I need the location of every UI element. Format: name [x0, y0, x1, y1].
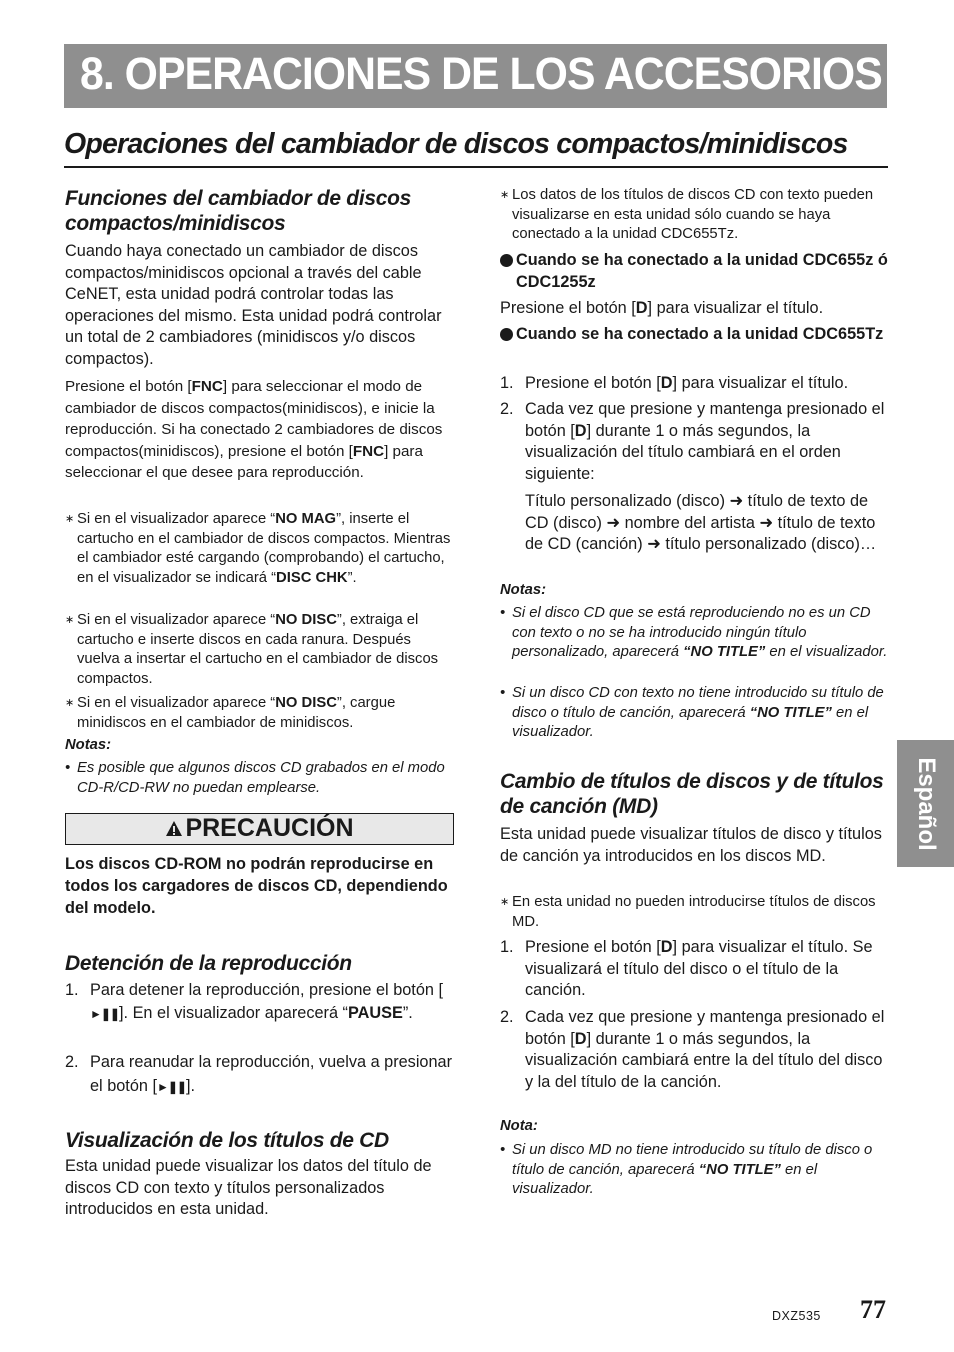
notes-label: Notas:: [500, 582, 547, 598]
play-pause-icon: ►❚❚: [90, 1007, 119, 1021]
md-step-2: 2. Cada vez que presione y mantenga presionado el botón [D] durante 1 o más segundos, la visualización cambiará entre la del título del disco y la del título de la canción.: [500, 1008, 885, 1091]
asterisk-icon: ∗: [65, 697, 75, 709]
page-number: 77: [860, 1295, 886, 1324]
heading-md-titles: Cambio de títulos de discos y de títulos de canción (MD): [500, 770, 884, 818]
language-tab: [897, 740, 954, 867]
bullet-icon: •: [65, 760, 71, 776]
asterisk-icon: ∗: [65, 614, 75, 626]
asterisk-icon: ∗: [65, 513, 75, 525]
chapter-title-bar: [64, 44, 887, 108]
play-pause-icon: ►❚❚: [157, 1080, 186, 1094]
model-number: DXZ535: [772, 1309, 821, 1323]
md-step-1: 1. Presione el botón [D] para visualizar el título. Se visualizará el título del disco o el título de la canción.: [500, 938, 873, 1000]
note-md-no-input: ∗ En esta unidad no pueden introducirse títulos de discos MD.: [500, 894, 876, 930]
cdc655tz-step-1: 1. Presione el botón [D] para visualizar el título.: [500, 374, 849, 392]
bullet-icon: •: [500, 1142, 506, 1158]
caution-text: Los discos CD-ROM no podrán reproducirse en todos los cargadores de discos CD, dependiendo del modelo.: [65, 855, 448, 917]
section-title: [64, 124, 888, 168]
bullet-dot-icon: [500, 328, 513, 341]
heading-cdc655tz: Cuando se ha conectado a la unidad CDC655Tz: [500, 324, 892, 346]
title-sequence: Título personalizado (disco) ➜ título de texto de CD (disco) ➜ nombre del artista ➜ título de texto de CD (canción) ➜ título personalizado (disco)…: [525, 492, 877, 554]
note-no-title-md: • Si un disco MD no tiene introducido su título de disco o título de canción, aparecerá “NO TITLE” en el visualizador.: [500, 1142, 873, 1198]
bullet-icon: •: [500, 605, 506, 621]
asterisk-icon: ∗: [500, 189, 510, 201]
section-title-text: Operaciones del cambiador de discos compactos/minidiscos: [64, 128, 848, 160]
visualizacion-paragraph: Esta unidad puede visualizar los datos del título de discos CD con texto y títulos personalizados introducidos en esta unidad.: [65, 1157, 432, 1219]
note-label: Nota:: [500, 1118, 538, 1134]
heading-detencion: Detención de la reproducción: [65, 952, 352, 975]
caution-box: [65, 813, 454, 845]
detencion-step-1: 1. Para detener la reproducción, presione el botón [►❚❚]. En el visualizador aparecerá “PAUSE”.: [65, 979, 457, 1026]
heading-funciones: Funciones del cambiador de discos compactos/minidiscos: [65, 187, 412, 235]
note-no-mag: ∗ Si en el visualizador aparece “NO MAG”, inserte el cartucho en el cambiador de discos compactos. Mientras el cambiador esté cargando (comprobando) el cartucho, en el visualizador se indicará “DISC CHK”.: [65, 511, 451, 586]
notes-label: Notas:: [65, 737, 112, 753]
heading-cdc655z: Cuando se ha conectado a la unidad CDC655z ó CDC1255z: [500, 250, 892, 293]
note-no-disc-cd: ∗ Si en el visualizador aparece “NO DISC”, extraiga el cartucho e inserte discos en cada ranura. Después vuelva a insertar el cartucho en el cambiador de discos compactos.: [65, 612, 439, 687]
cdc655tz-step-2: 2. Cada vez que presione y mantenga presionado el botón [D] durante 1 o más segundos, la visualización del título cambiará en el orden siguiente:: [500, 400, 885, 483]
language-tab-label: Español: [912, 756, 940, 851]
md-paragraph: Esta unidad puede visualizar títulos de disco y títulos de canción ya introducidos en los discos MD.: [500, 825, 882, 865]
heading-visualizacion: Visualización de los títulos de CD: [65, 1129, 389, 1152]
bullet-icon: •: [500, 685, 506, 701]
note-no-title-cd-text: • Si un disco CD con texto no tiene introducido su título de disco o título de canción, aparecerá “NO TITLE” en el visualizador.: [500, 685, 884, 741]
bullet-dot-icon: [500, 254, 513, 267]
funciones-paragraph-1: Cuando haya conectado un cambiador de discos compactos/minidiscos opcional a través del cable CeNET, esta unidad podrá controlar todas las operaciones del mismo. Esta unidad podrá controlar un total de 2 cambiadores (minidiscos y/o discos compactos).: [65, 242, 442, 368]
funciones-paragraph-2: Presione el botón [FNC] para seleccionar el modo de cambiador de discos compactos(minidiscos), e inicie la reproducción. Si ha conectado 2 cambiadores de discos compactos(minidiscos), presione el botón [FNC] para seleccionar el que desee para reproducción.: [65, 378, 443, 482]
note-cd-r: • Es posible que algunos discos CD grabados en el modo CD-R/CD-RW no puedan emplearse.: [65, 760, 445, 796]
asterisk-icon: ∗: [500, 896, 510, 908]
press-d-instruction: Presione el botón [D] para visualizar el título.: [500, 299, 824, 317]
note-no-title-cd: • Si el disco CD que se está reproduciendo no es un CD con texto o no se ha introducido ningún título personalizado, aparecerá “NO TITLE” en el visualizador.: [500, 605, 888, 661]
caution-label: PRECAUCIÓN: [185, 814, 354, 842]
detencion-step-2: 2. Para reanudar la reproducción, vuelva a presionar el botón [►❚❚].: [65, 1050, 457, 1099]
note-cdc655tz-only: ∗ Los datos de los títulos de discos CD con texto pueden visualizarse en esta unidad sólo cuando se haya conectado a la unidad CDC655Tz.: [500, 187, 874, 243]
chapter-title: 8. OPERACIONES DE LOS ACCESORIOS: [80, 48, 882, 99]
warning-icon: [165, 820, 183, 837]
note-no-disc-md: ∗ Si en el visualizador aparece “NO DISC”, cargue minidiscos en el cambiador de minidiscos.: [65, 695, 396, 731]
